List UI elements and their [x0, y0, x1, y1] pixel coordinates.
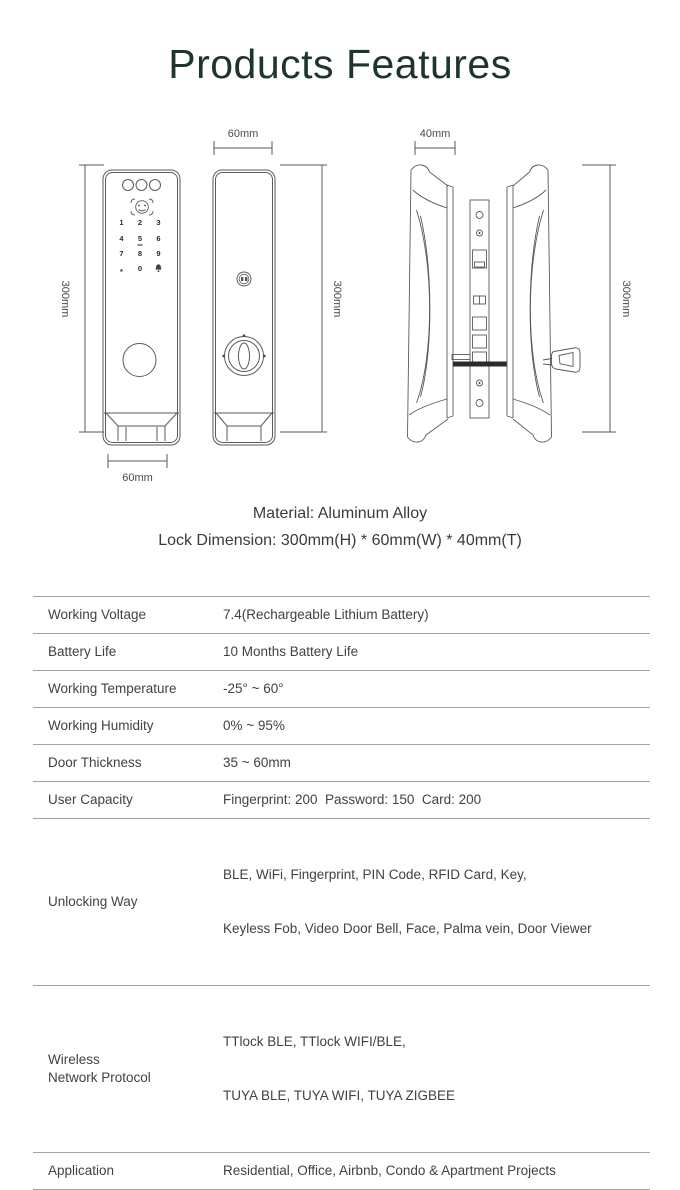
dim-height-middle-label: 300mm [331, 280, 343, 318]
table-row [33, 1153, 650, 1190]
spec-value: Fingerprint: 200 Password: 150 Card: 200 [223, 792, 482, 807]
dim-width-bottom-label: 60mm [122, 472, 153, 484]
table-row [33, 745, 650, 782]
dim-height-right-label: 300mm [620, 280, 632, 318]
spec-value-line2: TUYA BLE, TUYA WIFI, TUYA ZIGBEE [223, 1088, 456, 1103]
spec-value-line1: TTlock BLE, TTlock WIFI/BLE, [223, 1034, 406, 1049]
dimension-height-middle [280, 165, 343, 432]
mortise-lock-body [470, 200, 489, 418]
spec-value: 7.4(Rechargeable Lithium Battery) [223, 607, 429, 622]
dim-thickness-top-label: 40mm [419, 128, 451, 140]
key-7: 7 [119, 249, 124, 258]
face-recognition-icon [131, 199, 153, 215]
spec-value: 35 ~ 60mm [223, 755, 291, 770]
spec-value: Residential, Office, Airbnb, Condo & Apartment Projects [223, 1163, 556, 1178]
table-row [33, 819, 650, 986]
fingerprint-knob [123, 344, 156, 377]
key-3: 3 [156, 218, 161, 227]
key-6: 6 [156, 234, 161, 243]
sensor-dots-icon [123, 180, 161, 191]
keypad [119, 218, 161, 276]
spec-value [223, 830, 650, 974]
key-9: 9 [156, 249, 161, 258]
spec-label: Door Thickness [48, 755, 142, 770]
side-view-front-panel [408, 165, 454, 442]
spec-label: Working Temperature [48, 681, 177, 696]
table-row [33, 671, 650, 708]
lock-dimension-line: Lock Dimension: 300mm(H) * 60mm(W) * 40mm(T) [158, 532, 522, 549]
spec-label: Unlocking Way [48, 894, 138, 909]
spec-label: User Capacity [48, 792, 133, 807]
dimension-width-bottom [108, 454, 167, 484]
key-4: 4 [119, 234, 124, 243]
spec-label: Battery Life [48, 644, 117, 659]
lock-technical-drawing [0, 115, 680, 495]
dimension-thickness-top [415, 128, 455, 155]
dimension-height-left [59, 165, 104, 432]
spec-table [33, 596, 650, 1190]
key-0: 0 [137, 264, 143, 273]
material-summary [0, 500, 680, 554]
spec-value: -25° ~ 60° [223, 681, 284, 696]
key-2: 2 [137, 218, 143, 227]
thumb-turn-knob [223, 335, 266, 376]
spec-value [223, 997, 650, 1141]
side-view-drawing [408, 165, 581, 442]
dim-width-top-label: 60mm [227, 128, 259, 140]
doorbell-icon [155, 264, 161, 272]
dim-height-left-label: 300mm [59, 280, 71, 318]
table-row [33, 708, 650, 745]
spec-value-line1: BLE, WiFi, Fingerprint, PIN Code, RFID Card, Key, [223, 867, 527, 882]
front-panel-base [104, 413, 179, 441]
back-panel-drawing [213, 170, 275, 445]
spec-value-line2: Keyless Fob, Video Door Bell, Face, Palma vein, Door Viewer [223, 921, 592, 936]
spindle-bar [452, 355, 507, 367]
spec-label [33, 1051, 223, 1087]
spec-label: Working Humidity [48, 718, 154, 733]
key-star: * [120, 267, 123, 276]
table-row [33, 782, 650, 819]
side-view-back-panel [507, 165, 552, 442]
key-8: 8 [137, 249, 143, 258]
key-1: 1 [119, 218, 124, 227]
spec-value: 0% ~ 95% [223, 718, 285, 733]
back-panel-base [214, 413, 274, 441]
brand-logo [237, 272, 251, 286]
table-row [33, 597, 650, 634]
table-row [33, 986, 650, 1153]
key-5: 5 [137, 234, 143, 243]
dimension-height-right [582, 165, 632, 432]
key-icon [543, 348, 580, 372]
front-panel-drawing [103, 170, 180, 445]
spec-label-line2: Network Protocol [48, 1070, 151, 1085]
material-line: Material: Aluminum Alloy [252, 505, 428, 522]
spec-label-line1: Wireless [48, 1052, 100, 1067]
spec-value: 10 Months Battery Life [223, 644, 359, 659]
spec-label: Working Voltage [48, 607, 147, 622]
spec-label: Application [48, 1163, 115, 1178]
table-row [33, 634, 650, 671]
page-title: Products Features [168, 41, 512, 88]
dimension-width-top [214, 128, 272, 155]
